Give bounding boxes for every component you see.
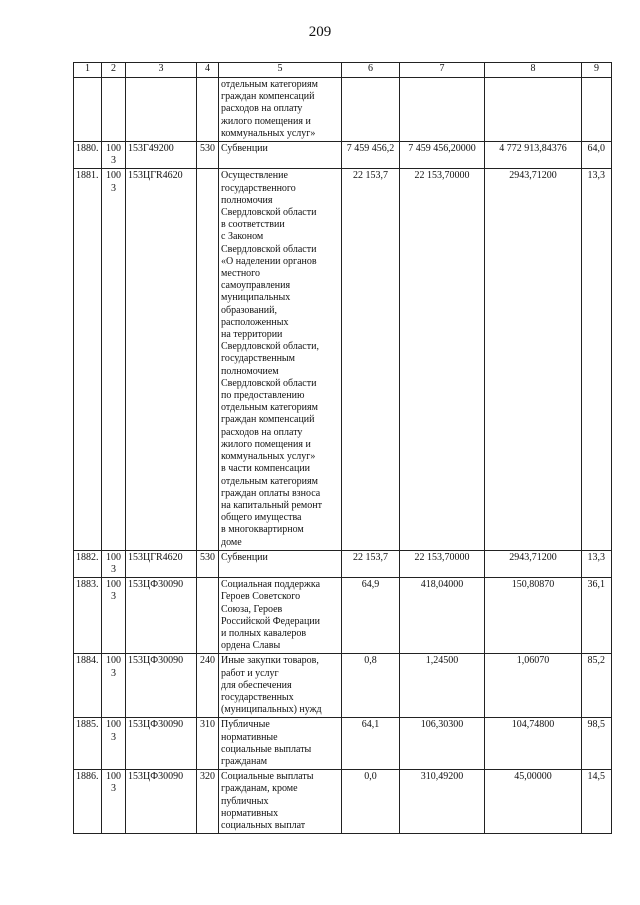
- value-percent: 36,1: [582, 578, 612, 654]
- value-planned: 64,1: [342, 718, 400, 770]
- value-percent: [582, 78, 612, 142]
- col-header: 1: [74, 63, 102, 78]
- page-number: 209: [308, 24, 332, 40]
- value-approved: [400, 78, 485, 142]
- value-planned: [342, 78, 400, 142]
- row-number: 1885.: [74, 718, 102, 770]
- row-number: 1881.: [74, 169, 102, 550]
- budget-table: [73, 62, 612, 834]
- table-row: [74, 142, 612, 169]
- expense-type: [197, 78, 219, 142]
- section-code: 1003: [102, 578, 126, 654]
- value-executed: 150,80870: [485, 578, 582, 654]
- section-code: 1003: [102, 770, 126, 834]
- expense-type: 310: [197, 718, 219, 770]
- value-approved: 7 459 456,20000: [400, 142, 485, 169]
- value-percent: 85,2: [582, 654, 612, 718]
- description: Осуществление государственного полномочия Свердловской области в соответствии с Законом Свердловской области «О наделении органов местного самоуправления муниципальных образований, расположенных на территории Свердловской области, государственным полномочием Свердловской области по предоставлению отдельным категориям граждан компенсаций расходов на оплату жилого помещения и коммунальных услуг» в части компенсации отдельным категориям граждан оплаты взноса на капитальный ремонт общего имущества в многоквартирном доме: [219, 169, 342, 550]
- value-percent: 13,3: [582, 550, 612, 577]
- value-approved: 22 153,70000: [400, 550, 485, 577]
- expense-type: [197, 169, 219, 550]
- target-code: 153ЦФ30090: [126, 718, 197, 770]
- description: Социальные выплаты гражданам, кроме публичных нормативных социальных выплат: [219, 770, 342, 834]
- header-row: [74, 63, 612, 78]
- description: Социальная поддержка Героев Советского Союза, Героев Российской Федерации и полных кавалеров ордена Славы: [219, 578, 342, 654]
- table-row: [74, 550, 612, 577]
- table-row: [74, 770, 612, 834]
- target-code: 153ЦФ30090: [126, 770, 197, 834]
- section-code: 1003: [102, 718, 126, 770]
- value-planned: 7 459 456,2: [342, 142, 400, 169]
- value-executed: 2943,71200: [485, 169, 582, 550]
- col-header: 6: [342, 63, 400, 78]
- table-row: [74, 78, 612, 142]
- target-code: 153ЦФ30090: [126, 654, 197, 718]
- value-executed: 1,06070: [485, 654, 582, 718]
- col-header: 8: [485, 63, 582, 78]
- section-code: 1003: [102, 654, 126, 718]
- table-row: [74, 169, 612, 550]
- value-planned: 64,9: [342, 578, 400, 654]
- col-header: 2: [102, 63, 126, 78]
- table-row: [74, 718, 612, 770]
- expense-type: 320: [197, 770, 219, 834]
- value-executed: 4 772 913,84376: [485, 142, 582, 169]
- value-approved: 106,30300: [400, 718, 485, 770]
- row-number: 1884.: [74, 654, 102, 718]
- value-percent: 14,5: [582, 770, 612, 834]
- target-code: 153ЦФ30090: [126, 578, 197, 654]
- expense-type: 240: [197, 654, 219, 718]
- value-percent: 13,3: [582, 169, 612, 550]
- table-row: [74, 578, 612, 654]
- description: Субвенции: [219, 550, 342, 577]
- section-code: 1003: [102, 142, 126, 169]
- value-executed: 2943,71200: [485, 550, 582, 577]
- value-percent: 64,0: [582, 142, 612, 169]
- section-code: [102, 78, 126, 142]
- section-code: 1003: [102, 169, 126, 550]
- value-approved: 418,04000: [400, 578, 485, 654]
- description: отдельным категориям граждан компенсаций расходов на оплату жилого помещения и коммунальных услуг»: [219, 78, 342, 142]
- col-header: 3: [126, 63, 197, 78]
- col-header: 4: [197, 63, 219, 78]
- value-approved: 22 153,70000: [400, 169, 485, 550]
- value-approved: 1,24500: [400, 654, 485, 718]
- description: Иные закупки товаров, работ и услуг для обеспечения государственных (муниципальных) нужд: [219, 654, 342, 718]
- table-row: [74, 654, 612, 718]
- value-executed: [485, 78, 582, 142]
- value-percent: 98,5: [582, 718, 612, 770]
- description: Публичные нормативные социальные выплаты гражданам: [219, 718, 342, 770]
- target-code: [126, 78, 197, 142]
- row-number: [74, 78, 102, 142]
- value-planned: 22 153,7: [342, 550, 400, 577]
- row-number: 1886.: [74, 770, 102, 834]
- section-code: 1003: [102, 550, 126, 577]
- col-header: 5: [219, 63, 342, 78]
- value-planned: 22 153,7: [342, 169, 400, 550]
- row-number: 1882.: [74, 550, 102, 577]
- col-header: 7: [400, 63, 485, 78]
- target-code: 153ЦГR4620: [126, 169, 197, 550]
- description: Субвенции: [219, 142, 342, 169]
- expense-type: 530: [197, 550, 219, 577]
- value-planned: 0,8: [342, 654, 400, 718]
- value-executed: 104,74800: [485, 718, 582, 770]
- value-approved: 310,49200: [400, 770, 485, 834]
- expense-type: 530: [197, 142, 219, 169]
- col-header: 9: [582, 63, 612, 78]
- row-number: 1880.: [74, 142, 102, 169]
- value-planned: 0,0: [342, 770, 400, 834]
- target-code: 153ЦГR4620: [126, 550, 197, 577]
- expense-type: [197, 578, 219, 654]
- value-executed: 45,00000: [485, 770, 582, 834]
- row-number: 1883.: [74, 578, 102, 654]
- target-code: 153Г49200: [126, 142, 197, 169]
